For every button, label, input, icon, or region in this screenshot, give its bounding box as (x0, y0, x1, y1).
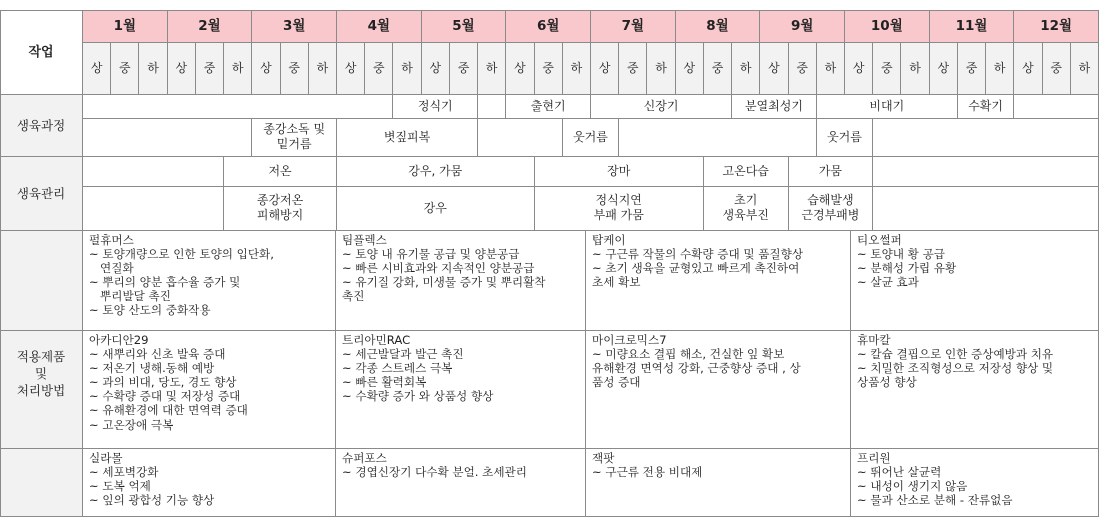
month-header: 9월 (759, 10, 844, 42)
dekad-header: 하 (646, 42, 674, 94)
product-cell (585, 230, 850, 330)
grid-line (0, 330, 1098, 331)
empty-span (1013, 94, 1098, 118)
risk-monsoon: 장마 (534, 156, 703, 186)
grid-line (0, 448, 1098, 449)
task-header: 작업 (0, 10, 82, 94)
dekad-header: 중 (788, 42, 816, 94)
product-cell (850, 448, 1098, 516)
product-name: 프리원 (857, 451, 891, 465)
product-benefit: ~ 토양 산도의 중화작용 (89, 303, 211, 318)
product-benefit: ~ 수확량 증가 와 상품성 향상 (342, 389, 494, 404)
risk-low-temp: 저온 (223, 156, 336, 186)
risk-rain-drought: 강우, 가뭄 (336, 156, 534, 186)
dekad-header: 상 (505, 42, 533, 94)
dekad-header: 상 (251, 42, 279, 94)
product-benefit: 유해환경 면역성 강화, 근중향상 증대 , 상 (592, 361, 801, 376)
dekad-header: 중 (872, 42, 900, 94)
empty-span (477, 118, 562, 156)
dekad-header: 상 (675, 42, 703, 94)
product-benefit: ~ 치밀한 조직형성으로 저장성 향상 및 (857, 361, 1054, 376)
dekad-header: 중 (449, 42, 477, 94)
product-benefit: ~ 과의 비대, 당도, 경도 향상 (89, 375, 237, 390)
dekad-header: 상 (759, 42, 787, 94)
dekad-header: 하 (985, 42, 1013, 94)
product-benefit: ~ 경엽신장기 다수확 분얼. 초세관리 (342, 465, 527, 480)
product-name: 마이크로믹스7 (592, 333, 667, 347)
product-benefit: ~ 수확량 증대 및 저장성 증대 (89, 389, 241, 404)
stage-emergence: 출현기 (505, 94, 590, 118)
measure-planting-delay: 정식지연 부패 가뭄 (534, 186, 703, 230)
dekad-header: 하 (731, 42, 759, 94)
product-name: 티오썰퍼 (857, 233, 902, 247)
product-benefit: ~ 빠른 시비효과와 지속적인 양분공급 (342, 261, 535, 276)
product-benefit: 뿌리발달 촉진 (89, 289, 171, 304)
stage-planting: 정식기 (392, 94, 477, 118)
product-benefit: ~ 뿌리의 양분 흡수율 증가 및 (89, 275, 241, 290)
product-benefit: ~ 세포벽강화 (89, 465, 159, 480)
product-benefit: ~ 유해환경에 대한 면역력 증대 (89, 403, 248, 418)
product-cell (585, 448, 850, 516)
product-name: 잭팟 (592, 451, 615, 465)
month-header: 2월 (167, 10, 252, 42)
dekad-header: 상 (844, 42, 872, 94)
product-cell (82, 330, 335, 448)
dekad-header: 상 (167, 42, 195, 94)
empty-span (82, 94, 392, 118)
dekad-header: 중 (1042, 42, 1070, 94)
month-header: 8월 (675, 10, 760, 42)
product-benefit: ~ 구근류 작물의 수확량 증대 및 품질향상 (592, 247, 804, 262)
dekad-header: 하 (816, 42, 844, 94)
grid-line (0, 10, 1098, 11)
grid-line (0, 156, 1098, 157)
dekad-header: 중 (280, 42, 308, 94)
product-cell (335, 230, 585, 330)
measure-frost-prevention: 종강저온 피해방지 (223, 186, 336, 230)
dekad-header: 중 (364, 42, 392, 94)
stage-elongation: 신장기 (590, 94, 731, 118)
measure-wet-damage: 습해발생 근경부패병 (788, 186, 873, 230)
dekad-header: 상 (590, 42, 618, 94)
dekad-header: 하 (392, 42, 420, 94)
empty-span (82, 186, 223, 230)
task-disinfection-basal: 종강소독 및 밑거름 (251, 118, 336, 156)
task-straw-mulch: 볏짚피복 (336, 118, 477, 156)
product-name: 아카디안29 (89, 333, 149, 347)
dekad-header: 상 (82, 42, 110, 94)
dekad-header: 중 (703, 42, 731, 94)
dekad-header: 하 (138, 42, 166, 94)
empty-span (618, 118, 816, 156)
product-benefit: 촉진 (342, 289, 365, 304)
grid-line (0, 230, 1098, 231)
product-benefit: ~ 각종 스트레스 극복 (342, 361, 453, 376)
grid-line (0, 10, 1, 517)
product-benefit: ~ 저온기 냉해.동해 예방 (89, 361, 215, 376)
product-name: 팀플렉스 (342, 233, 387, 247)
month-header: 5월 (421, 10, 506, 42)
measure-rain: 강우 (336, 186, 534, 230)
dekad-header: 중 (534, 42, 562, 94)
product-cell (82, 230, 335, 330)
dekad-header: 상 (1013, 42, 1041, 94)
category-products: 적용제품 및 처리방법 (0, 230, 82, 516)
category-growth-management: 생육관리 (0, 156, 82, 230)
product-benefit: ~ 물과 산소로 분해 - 잔류없음 (857, 493, 1013, 508)
product-benefit: ~ 고온장애 극복 (89, 417, 174, 432)
empty-span (82, 156, 223, 186)
product-name: 휴마칼 (857, 333, 891, 347)
month-header: 3월 (251, 10, 336, 42)
product-benefit: ~ 도복 억제 (89, 479, 151, 494)
product-benefit: ~ 내성이 생기지 않음 (857, 479, 968, 494)
grid-line (82, 186, 1098, 187)
product-benefit: ~ 세근발달과 발근 촉진 (342, 347, 464, 362)
product-benefit: ~ 살균 효과 (857, 275, 919, 290)
empty-span (477, 94, 505, 118)
dekad-header: 하 (308, 42, 336, 94)
month-header: 12월 (1013, 10, 1098, 42)
stage-max-tillering: 분열최성기 (731, 94, 816, 118)
product-benefit: ~ 유기질 강화, 미생물 증가 및 뿌리활착 (342, 275, 546, 290)
grid-line (1098, 10, 1099, 517)
month-header: 11월 (929, 10, 1014, 42)
product-benefit: ~ 빠른 활력회복 (342, 375, 427, 390)
risk-heat-humidity: 고온다습 (703, 156, 788, 186)
grid-line (0, 516, 1098, 517)
product-cell (82, 448, 335, 516)
dekad-header: 상 (929, 42, 957, 94)
risk-drought: 가뭄 (788, 156, 873, 186)
task-topdressing-1: 웃거름 (562, 118, 618, 156)
product-benefit: ~ 토양 내 유기물 공급 및 양분공급 (342, 247, 520, 262)
month-header: 1월 (82, 10, 167, 42)
grid-line (82, 42, 1098, 43)
month-header: 7월 (590, 10, 675, 42)
dekad-header: 상 (336, 42, 364, 94)
product-benefit: 상품성 향상 (857, 375, 917, 390)
dekad-header: 중 (957, 42, 985, 94)
product-benefit: ~ 토양개량으로 인한 토양의 입단화, (89, 247, 274, 262)
dekad-header: 중 (195, 42, 223, 94)
empty-span (872, 186, 1098, 230)
product-cell (335, 330, 585, 448)
product-name: 슈퍼포스 (342, 451, 387, 465)
month-header: 10월 (844, 10, 929, 42)
stage-enlargement: 비대기 (816, 94, 957, 118)
product-benefit: ~ 잎의 광합성 기능 향상 (89, 493, 215, 508)
product-benefit: ~ 토양내 황 공급 (857, 247, 945, 262)
product-name: 탑케이 (592, 233, 626, 247)
dekad-header: 중 (110, 42, 138, 94)
stage-harvest: 수확기 (957, 94, 1013, 118)
product-benefit: ~ 새뿌리와 신초 발육 증대 (89, 347, 226, 362)
dekad-header: 상 (421, 42, 449, 94)
month-header: 4월 (336, 10, 421, 42)
product-cell (850, 330, 1098, 448)
dekad-header: 하 (1070, 42, 1098, 94)
product-cell (850, 230, 1098, 330)
product-benefit: ~ 초기 생육을 균형있고 빠르게 촉진하여 (592, 261, 800, 276)
product-benefit: 연질화 (89, 261, 134, 276)
grid-line (0, 94, 1098, 95)
product-benefit: ~ 뛰어난 살균력 (857, 465, 942, 480)
product-benefit: ~ 칼슘 결핍으로 인한 증상예방과 치유 (857, 347, 1054, 362)
product-benefit: 초세 확보 (592, 275, 641, 290)
product-benefit: 품성 증대 (592, 375, 641, 390)
product-name: 실라몰 (89, 451, 123, 465)
product-benefit: ~ 미량요소 결핍 해소, 건실한 잎 확보 (592, 347, 785, 362)
grid-line (82, 118, 1098, 119)
task-topdressing-2: 웃거름 (816, 118, 872, 156)
dekad-header: 하 (223, 42, 251, 94)
category-growth-process: 생육과정 (0, 94, 82, 156)
product-benefit: ~ 구근류 전용 비대제 (592, 465, 703, 480)
product-cell (585, 330, 850, 448)
empty-span (872, 118, 1098, 156)
dekad-header: 하 (477, 42, 505, 94)
dekad-header: 하 (900, 42, 928, 94)
product-benefit: ~ 분해성 가립 유황 (857, 261, 957, 276)
product-name: 펄휴머스 (89, 233, 134, 247)
product-name: 트리아민RAC (342, 333, 411, 347)
month-header: 6월 (505, 10, 590, 42)
product-cell (335, 448, 585, 516)
dekad-header: 하 (562, 42, 590, 94)
empty-span (82, 118, 251, 156)
dekad-header: 중 (618, 42, 646, 94)
empty-span (872, 156, 1098, 186)
measure-early-growth: 초기 생육부진 (703, 186, 788, 230)
